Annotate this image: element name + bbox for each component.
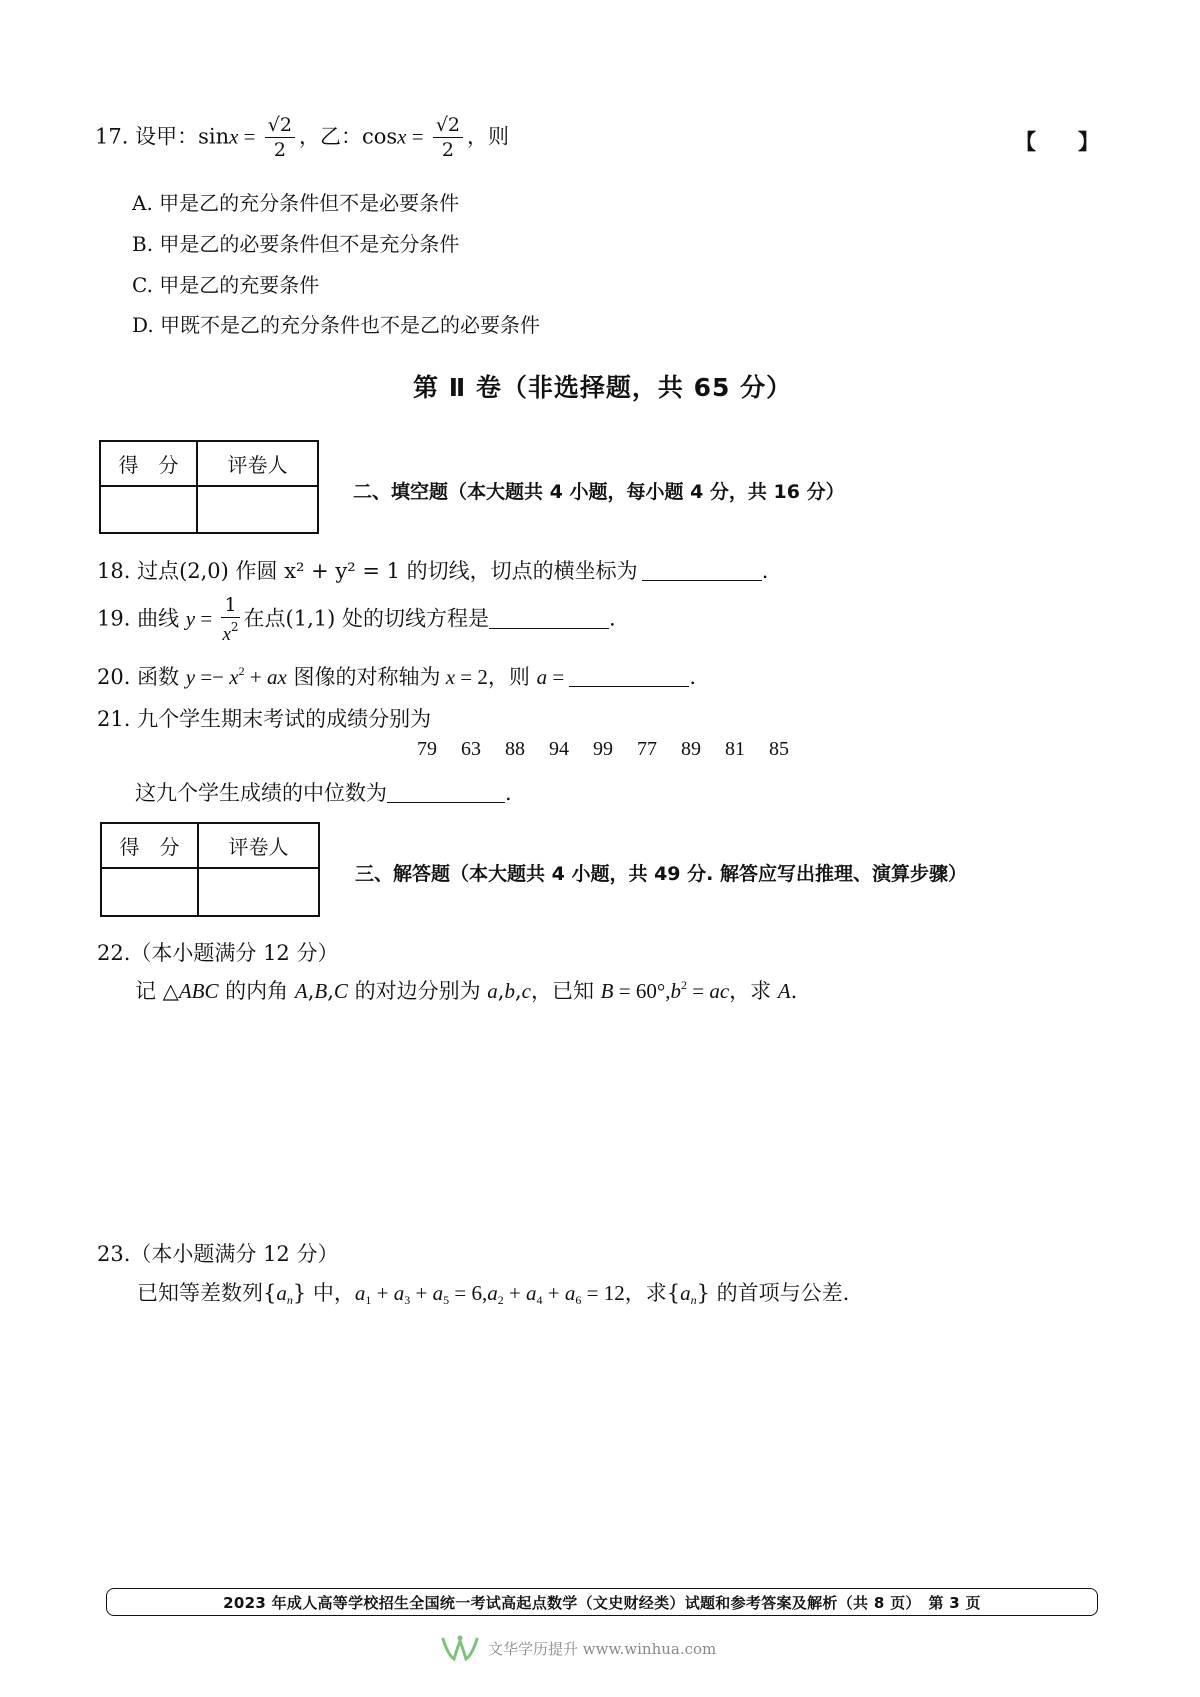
q17-mid: ，乙：cos — [298, 124, 398, 149]
q22-angles: A — [294, 979, 308, 1003]
q17-frac1-num: √2 — [265, 116, 295, 138]
score-value: 88 — [505, 738, 525, 760]
q23-text-c: ，求{ — [624, 1281, 681, 1305]
q17-lead: 17. 设甲：sin — [95, 124, 230, 149]
q22-sides: a — [487, 979, 498, 1003]
q17-fraction-2 — [433, 116, 463, 160]
question-20: 20. 函数 $y =- x^2$ + ax 图像的对称轴为 x = 2，则 a = . — [97, 664, 697, 689]
q17-var-x1: x — [229, 124, 239, 149]
q18-answer-blank[interactable] — [642, 560, 762, 581]
q19-frac-den: $x^2$ — [222, 620, 239, 645]
q22-target: A — [777, 979, 791, 1003]
question-22-body: 记 △ABC 的内角 A,B,C 的对边分别为 a,b,c，已知 $B = 60^\circ,b^2$ = ac，求 A. — [135, 978, 798, 1003]
q17-answer-bracket[interactable]: 【 】 — [1015, 129, 1099, 154]
q19-tail: 在点(1,1) 处的切线方程是 — [243, 606, 489, 631]
question-22-heading: 22.（本小题满分 12 分） — [97, 941, 339, 965]
score-label: 得 分 — [100, 441, 197, 486]
footer-text: 2023 年成人高等学校招生全国统一考试高起点数学（文史财经类）试题和参考答案及解析（共 8 页） 第 3 页 — [223, 1593, 981, 1612]
part-2-title: 第 Ⅱ 卷（非选择题，共 65 分） — [413, 373, 793, 402]
q20-answer-blank[interactable] — [569, 666, 689, 687]
question-21: 21. 九个学生期末考试的成绩分别为 — [97, 707, 432, 731]
q20-lead: 20. 函数 — [97, 665, 180, 689]
q17-frac2-den: 2 — [441, 139, 454, 161]
q22-text-c: 的对边分别为 — [347, 979, 488, 1003]
q22-text-b: 的内角 — [218, 979, 295, 1003]
q21-median-text: 这九个学生成绩的中位数为 — [135, 781, 387, 805]
q17-eq1: = — [238, 124, 261, 149]
page-footer — [106, 1588, 1098, 1616]
question-23-heading: 23.（本小题满分 12 分） — [97, 1242, 339, 1266]
q23-text-a: 已知等差数列{ — [137, 1281, 277, 1305]
question-19: 19. 曲线 y = $\frac{1}{x^2}$ 在点(1,1) 处的切线方程是 . — [97, 594, 616, 645]
score-value: 63 — [461, 738, 481, 760]
q22-text-d: ，已知 — [530, 979, 601, 1003]
q23-seq2: $a_n$ — [680, 1281, 697, 1307]
q20-var-a: a = — [536, 665, 570, 689]
q21-answer-blank[interactable] — [387, 782, 505, 803]
q19-lead: 19. 曲线 — [97, 606, 180, 631]
q22-text-e: ，求 — [729, 979, 778, 1003]
q17-option-c: C. 甲是乙的充要条件 — [132, 273, 320, 297]
q18-text: 18. 过点(2,0) 作圆 x² + y² = 1 的切线，切点的横坐标为 — [97, 559, 638, 583]
q19-frac-num: 1 — [221, 596, 239, 618]
grader-cell[interactable] — [198, 868, 319, 916]
score-value: 94 — [549, 738, 569, 760]
section-2-heading: 二、填空题（本大题共 4 小题，每小题 4 分，共 16 分） — [353, 481, 845, 503]
grader-label: 评卷人 — [197, 441, 318, 486]
q17-tail: ，则 — [467, 124, 510, 149]
q20-axis: x = 2 — [445, 665, 488, 689]
q17-option-a: A. 甲是乙的充分条件但不是必要条件 — [132, 191, 460, 215]
score-value: 79 — [417, 738, 437, 760]
q20-tail: ，则 — [487, 665, 530, 689]
q22-condition: $B = 60^\circ,b^2$ = ac — [600, 978, 730, 1003]
q17-eq2: = — [406, 124, 429, 149]
score-value: 77 — [637, 738, 657, 760]
watermark — [440, 1633, 716, 1663]
score-cell[interactable] — [100, 486, 197, 533]
score-value: 85 — [769, 738, 789, 760]
q21-score-list — [405, 738, 801, 761]
q23-condition: $a_1 + a_3 + a_5 = 6,a_2 + a_4 + a_6 = 12$ — [354, 1281, 625, 1307]
question-23-body — [137, 1277, 849, 1308]
score-value: 99 — [593, 738, 613, 760]
score-value: 89 — [681, 738, 701, 760]
q21-median: 这九个学生成绩的中位数为 . — [135, 781, 512, 805]
q20-mid: 图像的对称轴为 — [293, 665, 441, 689]
q17-frac1-den: 2 — [273, 139, 286, 161]
grader-cell[interactable] — [197, 486, 318, 533]
watermark-text: 文华学历提升 www.winhua.com — [488, 1639, 717, 1658]
question-18: 18. 过点(2,0) 作圆 x² + y² = 1 的切线，切点的横坐标为 . — [97, 559, 769, 583]
q17-var-x2: x — [397, 124, 407, 149]
q23-text-b: } 中， — [292, 1281, 355, 1305]
score-label: 得 分 — [101, 823, 198, 868]
q17-frac2-num: √2 — [433, 116, 463, 138]
score-table-1 — [99, 440, 319, 534]
q19-var-y: y — [185, 606, 196, 631]
q23-text-d: } 的首项与公差. — [696, 1281, 850, 1305]
q17-fraction-1 — [265, 116, 295, 160]
q17-option-b: B. 甲是乙的必要条件但不是充分条件 — [132, 232, 460, 256]
grader-label: 评卷人 — [198, 823, 319, 868]
score-value: 81 — [725, 738, 745, 760]
q17-option-d: D. 甲既不是乙的充分条件也不是乙的必要条件 — [132, 313, 541, 337]
q22-triangle: ABC — [178, 979, 219, 1003]
q22-text-a: 记 △ — [135, 979, 179, 1003]
section-3-heading: 三、解答题（本大题共 4 小题，共 49 分. 解答应写出推理、演算步骤） — [355, 863, 967, 885]
q19-fraction — [221, 596, 239, 644]
q23-seq: $a_n$ — [276, 1281, 293, 1307]
score-cell[interactable] — [101, 868, 198, 916]
question-17 — [95, 116, 509, 160]
winhua-logo-icon — [440, 1633, 480, 1663]
q20-function: $y =- x^2$ + ax — [185, 664, 287, 689]
score-table-2 — [100, 822, 320, 917]
q19-answer-blank[interactable] — [489, 608, 609, 629]
q19-eq: = — [195, 606, 218, 631]
